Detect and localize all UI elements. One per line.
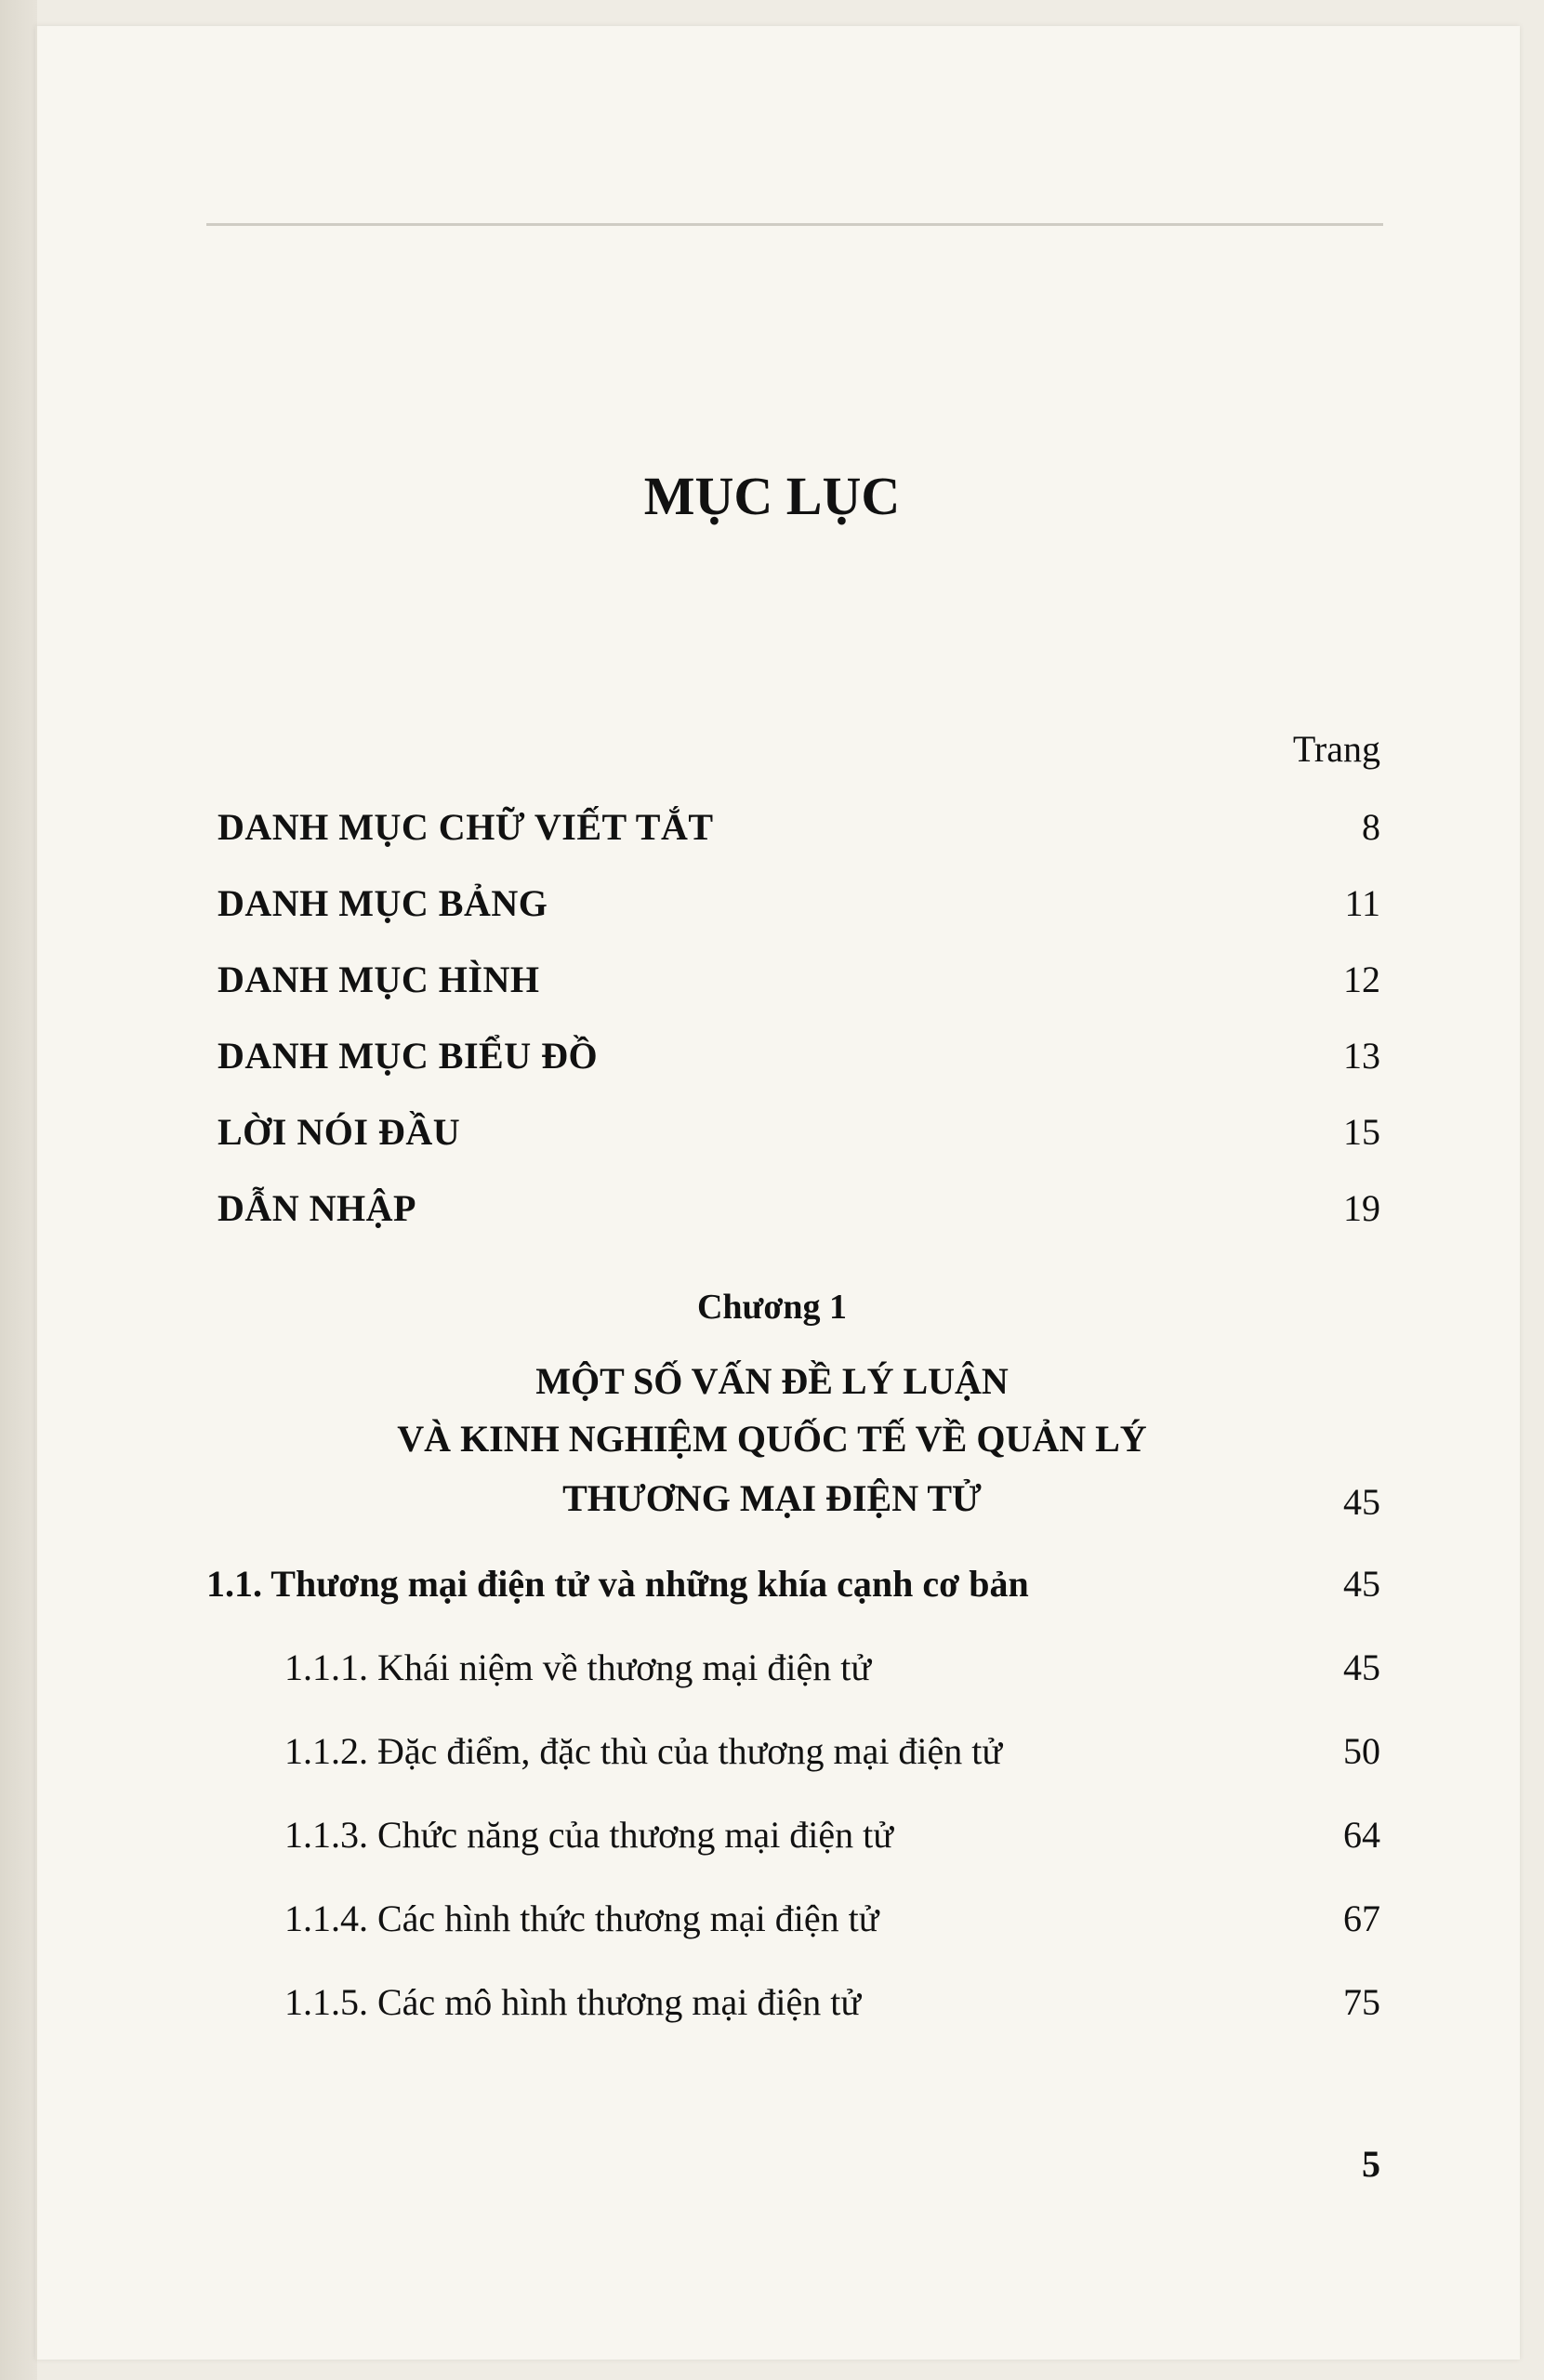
toc-entry xyxy=(218,805,1380,861)
toc-subsection xyxy=(284,1729,1380,1773)
toc-subsection-page: 50 xyxy=(1343,1730,1380,1772)
toc-entry-page: 15 xyxy=(1343,1111,1380,1153)
toc-subsection xyxy=(284,1813,1380,1857)
background-edge xyxy=(0,0,37,2380)
toc-entry xyxy=(218,1110,1380,1166)
toc-entry xyxy=(218,958,1380,1013)
toc-entry-page: 19 xyxy=(1343,1187,1380,1229)
toc-section-label: 1.1. Thương mại điện tử và những khía cạnh cơ bản xyxy=(206,1563,1029,1605)
toc-section-page: 45 xyxy=(1343,1563,1380,1605)
toc-subsection-label: 1.1.2. Đặc điểm, đặc thù của thương mại điện tử xyxy=(284,1730,1003,1772)
toc-subsection-label: 1.1.4. Các hình thức thương mại điện tử xyxy=(284,1897,879,1939)
toc-entry xyxy=(218,1186,1380,1242)
toc-subsection-label: 1.1.3. Chức năng của thương mại điện tử xyxy=(284,1814,893,1856)
toc-entry-page: 8 xyxy=(1362,806,1380,848)
toc-subsection-page: 45 xyxy=(1343,1646,1380,1688)
toc-entry-label: DANH MỤC BIỂU ĐỒ xyxy=(218,1035,599,1077)
toc-entry xyxy=(218,1034,1380,1090)
toc-entry-label: DANH MỤC HÌNH xyxy=(218,959,540,1000)
toc-subsection-page: 67 xyxy=(1343,1897,1380,1939)
toc-entry-label: DANH MỤC BẢNG xyxy=(218,882,548,924)
toc-subsection xyxy=(284,1980,1380,2024)
chapter-number: Chương 1 xyxy=(696,1288,848,1327)
chapter-title-line: THƯƠNG MẠI ĐIỆN TỬ xyxy=(562,1477,982,1519)
chapter-page: 45 xyxy=(1343,1481,1380,1523)
chapter-title-line: MỘT SỐ VẤN ĐỀ LÝ LUẬN xyxy=(535,1360,1009,1402)
toc-entry xyxy=(218,881,1380,937)
toc-entry-label: LỜI NÓI ĐẦU xyxy=(218,1111,461,1153)
page-title: MỤC LỤC xyxy=(643,466,901,526)
toc-subsection-label: 1.1.5. Các mô hình thương mại điện tử xyxy=(284,1981,861,2023)
toc-subsection xyxy=(284,1646,1380,1689)
toc-subsection-page: 64 xyxy=(1343,1814,1380,1856)
show-through-rule xyxy=(206,223,1383,226)
page-column-header: Trang xyxy=(1292,728,1380,770)
toc-subsection-page: 75 xyxy=(1343,1981,1380,2023)
toc-entry-page: 13 xyxy=(1343,1035,1380,1077)
toc-subsection xyxy=(284,1897,1380,1940)
toc-entry-page: 12 xyxy=(1343,959,1380,1000)
toc-subsection-label: 1.1.1. Khái niệm về thương mại điện tử xyxy=(284,1646,872,1688)
toc-entry-label: DẪN NHẬP xyxy=(218,1187,416,1229)
chapter-title-line: VÀ KINH NGHIỆM QUỐC TẾ VỀ QUẢN LÝ xyxy=(397,1418,1147,1460)
toc-entry-label: DANH MỤC CHỮ VIẾT TẮT xyxy=(218,806,714,848)
toc-section xyxy=(206,1562,1380,1606)
page-number: 5 xyxy=(1362,2143,1380,2185)
toc-entry-page: 11 xyxy=(1344,882,1380,924)
